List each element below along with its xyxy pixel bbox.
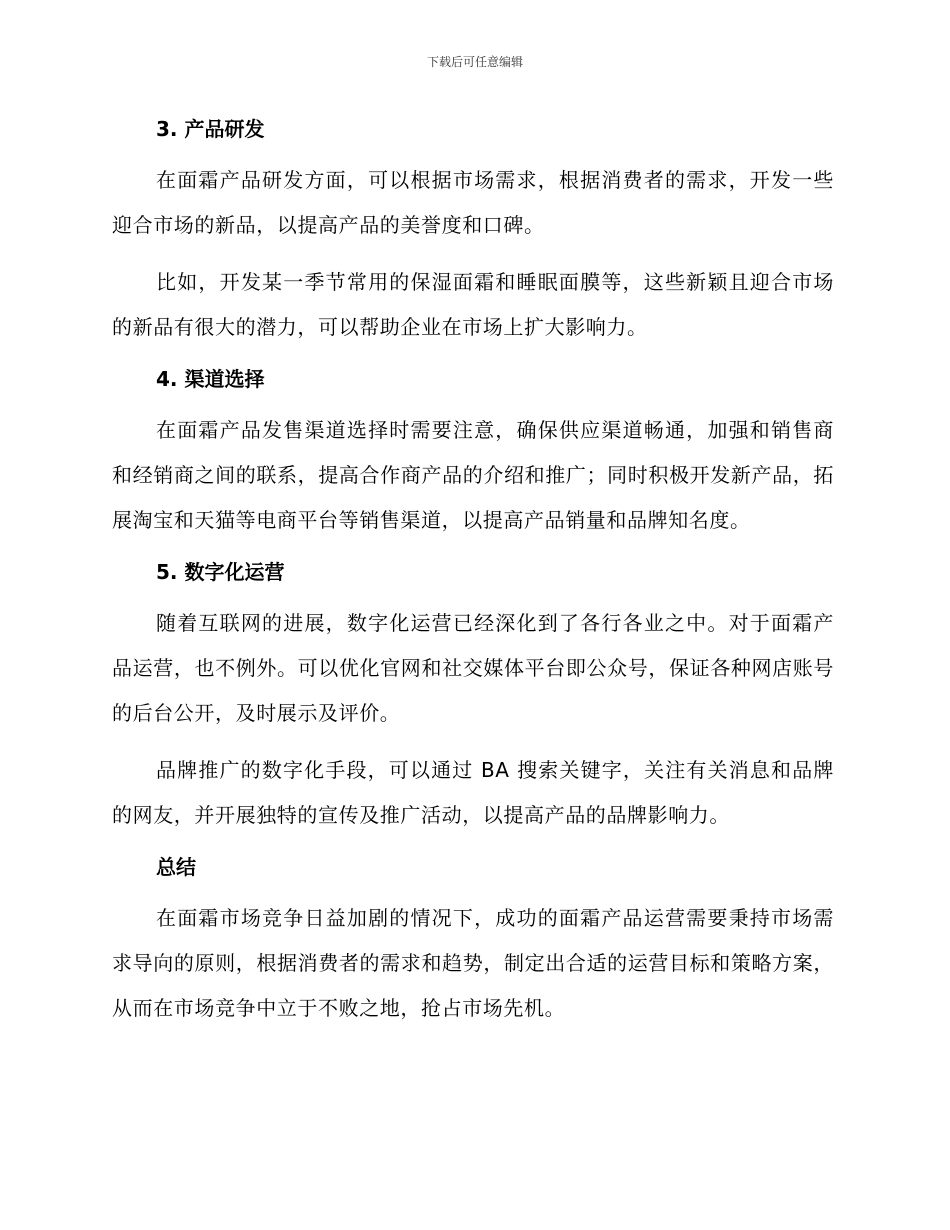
section-channel-selection — [112, 362, 834, 543]
paragraph: 在面霜产品研发方面，可以根据市场需求，根据消费者的需求，开发一些迎合市场的新品，以提高产品的美誉度和口碑。 — [112, 168, 834, 237]
section-heading: 总结 — [156, 855, 196, 879]
paragraph: 品牌推广的数字化手段，可以通过 BA 搜索关键字，关注有关消息和品牌的网友，并开展独特的宣传及推广活动，以提高产品的品牌影响力。 — [112, 758, 834, 827]
document-body — [112, 112, 834, 1043]
section-heading: 4. 渠道选择 — [156, 367, 265, 391]
paragraph: 在面霜产品发售渠道选择时需要注意，确保供应渠道畅通，加强和销售商和经销商之间的联系，提高合作商产品的介绍和推广；同时积极开发新产品，拓展淘宝和天猫等电商平台等销售渠道，以提高产品销量和品牌知名度。 — [112, 418, 834, 532]
section-heading: 3. 产品研发 — [156, 117, 265, 141]
paragraph: 随着互联网的进展，数字化运营已经深化到了各行各业之中。对于面霜产品运营，也不例外。可以优化官网和社交媒体平台即公众号，保证各种网店账号的后台公开，及时展示及评价。 — [112, 611, 834, 725]
section-digital-operations — [112, 555, 834, 838]
paragraph: 比如，开发某一季节常用的保湿面霜和睡眠面膜等，这些新颖且迎合市场的新品有很大的潜力，可以帮助企业在市场上扩大影响力。 — [112, 270, 834, 339]
section-product-development — [112, 112, 834, 350]
paragraph: 在面霜市场竞争日益加剧的情况下，成功的面霜产品运营需要秉持市场需求导向的原则，根据消费者的需求和趋势，制定出合适的运营目标和策略方案，从而在市场竞争中立于不败之地，抢占市场先机。 — [112, 906, 834, 1020]
section-summary — [112, 850, 834, 1031]
section-heading: 5. 数字化运营 — [156, 560, 285, 584]
running-header: 下载后可任意编辑 — [426, 55, 523, 69]
